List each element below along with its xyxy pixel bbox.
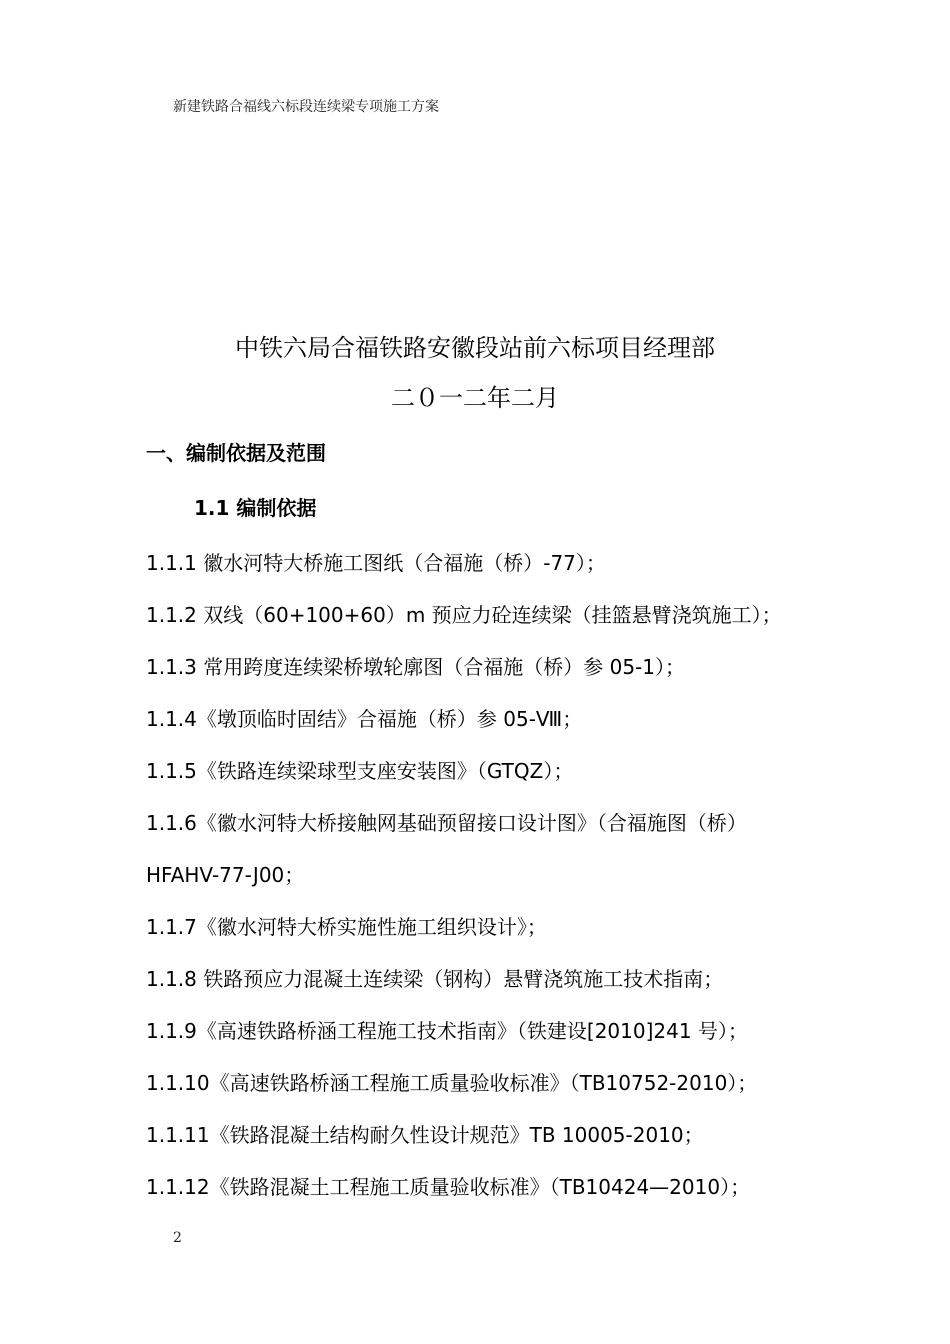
reference-item: 1.1.7《徽水河特大桥实施性施工组织设计》； — [146, 915, 547, 939]
reference-item: 1.1.5《铁路连续梁球型支座安装图》（GTQZ）； — [146, 759, 574, 783]
reference-item: 1.1.9《高速铁路桥涵工程施工技术指南》（铁建设[2010]241 号）； — [146, 1019, 748, 1043]
section-heading: 一、编制依据及范围 — [146, 441, 326, 465]
running-header: 新建铁路合福线六标段连续梁专项施工方案 — [173, 99, 439, 115]
reference-item: 1.1.2 双线（60+100+60）m 预应力砼连续梁（挂篮悬臂浇筑施工）； — [146, 603, 782, 627]
reference-item: 1.1.3 常用跨度连续梁桥墩轮廓图（合福施（桥）参 05-1）； — [146, 655, 685, 679]
document-date: 二０一二年二月 — [391, 384, 559, 412]
subsection-heading: 1.1 编制依据 — [194, 496, 317, 520]
reference-list — [146, 537, 826, 1213]
reference-item: 1.1.8 铁路预应力混凝土连续梁（钢构）悬臂浇筑施工技术指南； — [146, 967, 724, 991]
reference-item: 1.1.10《高速铁路桥涵工程施工质量验收标准》（TB10752-2010）； — [146, 1071, 758, 1095]
reference-item: 1.1.4《墩顶临时固结》合福施（桥）参 05-Ⅷ； — [146, 707, 583, 731]
reference-item: 1.1.1 徽水河特大桥施工图纸（合福施（桥）-77）； — [146, 551, 606, 575]
reference-item: 1.1.11《铁路混凝土结构耐久性设计规范》TB 10005-2010； — [146, 1123, 704, 1147]
reference-item: 1.1.12《铁路混凝土工程施工质量验收标准》（TB10424—2010）； — [146, 1175, 751, 1199]
organization-name: 中铁六局合福铁路安徽段站前六标项目经理部 — [235, 334, 715, 362]
page-number: 2 — [173, 1230, 182, 1246]
reference-item-continuation: HFAHV-77-J00； — [146, 863, 305, 887]
reference-item: 1.1.6《徽水河特大桥接触网基础预留接口设计图》（合福施图（桥） — [146, 811, 747, 835]
